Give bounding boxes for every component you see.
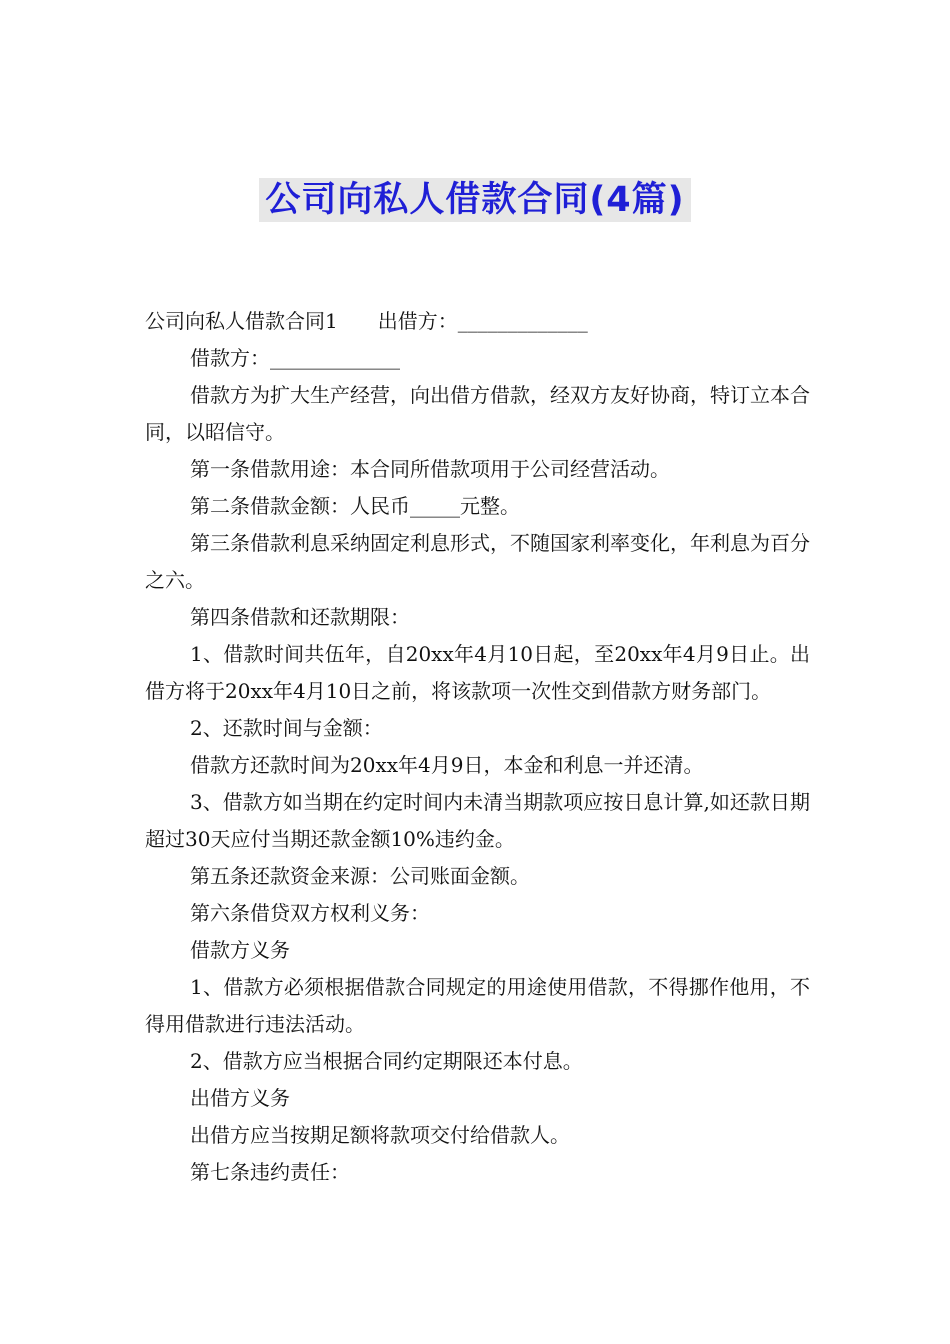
document-body xyxy=(145,303,810,1191)
paragraph: 第二条借款金额：人民币_____元整。 xyxy=(190,494,520,518)
paragraph: 2、借款方应当根据合同约定期限还本付息。 xyxy=(190,1049,583,1073)
paragraph: 第六条借贷双方权利义务： xyxy=(190,901,430,925)
paragraph: 第五条还款资金来源：公司账面金额。 xyxy=(190,864,530,888)
lender-field: 出借方：_____________ xyxy=(377,309,588,333)
paragraph: 第三条借款利息采纳固定利息形式，不随国家利率变化，年利息为百分之六。 xyxy=(145,531,810,592)
title-container xyxy=(0,178,950,222)
paragraph: 3、借款方如当期在约定时间内未清当期款项应按日息计算,如还款日期超过30天应付当期还款金额10%违约金。 xyxy=(145,790,810,851)
paragraph: 1、借款方必须根据借款合同规定的用途使用借款，不得挪作他用，不得用借款进行违法活动。 xyxy=(145,975,810,1036)
paragraph: 借款方义务 xyxy=(190,938,290,962)
paragraph: 借款方：_____________ xyxy=(190,346,400,370)
first-line xyxy=(145,303,810,340)
paragraph: 第一条借款用途：本合同所借款项用于公司经营活动。 xyxy=(190,457,670,481)
document-title: 公司向私人借款合同(4篇) xyxy=(259,178,690,222)
paragraph: 出借方应当按期足额将款项交付给借款人。 xyxy=(190,1123,570,1147)
paragraph: 2、还款时间与金额： xyxy=(190,716,383,740)
paragraph: 借款方还款时间为20xx年4月9日，本金和利息一并还清。 xyxy=(190,753,704,777)
paragraph: 出借方义务 xyxy=(190,1086,290,1110)
paragraph: 借款方为扩大生产经营，向出借方借款，经双方友好协商，特订立本合同，以昭信守。 xyxy=(145,383,810,444)
contract-heading: 公司向私人借款合同1 xyxy=(145,309,338,333)
paragraph: 第七条违约责任： xyxy=(190,1160,350,1184)
paragraph: 第四条借款和还款期限： xyxy=(190,605,410,629)
paragraph: 1、借款时间共伍年，自20xx年4月10日起，至20xx年4月9日止。出借方将于20xx年4月10日之前，将该款项一次性交到借款方财务部门。 xyxy=(145,642,810,703)
